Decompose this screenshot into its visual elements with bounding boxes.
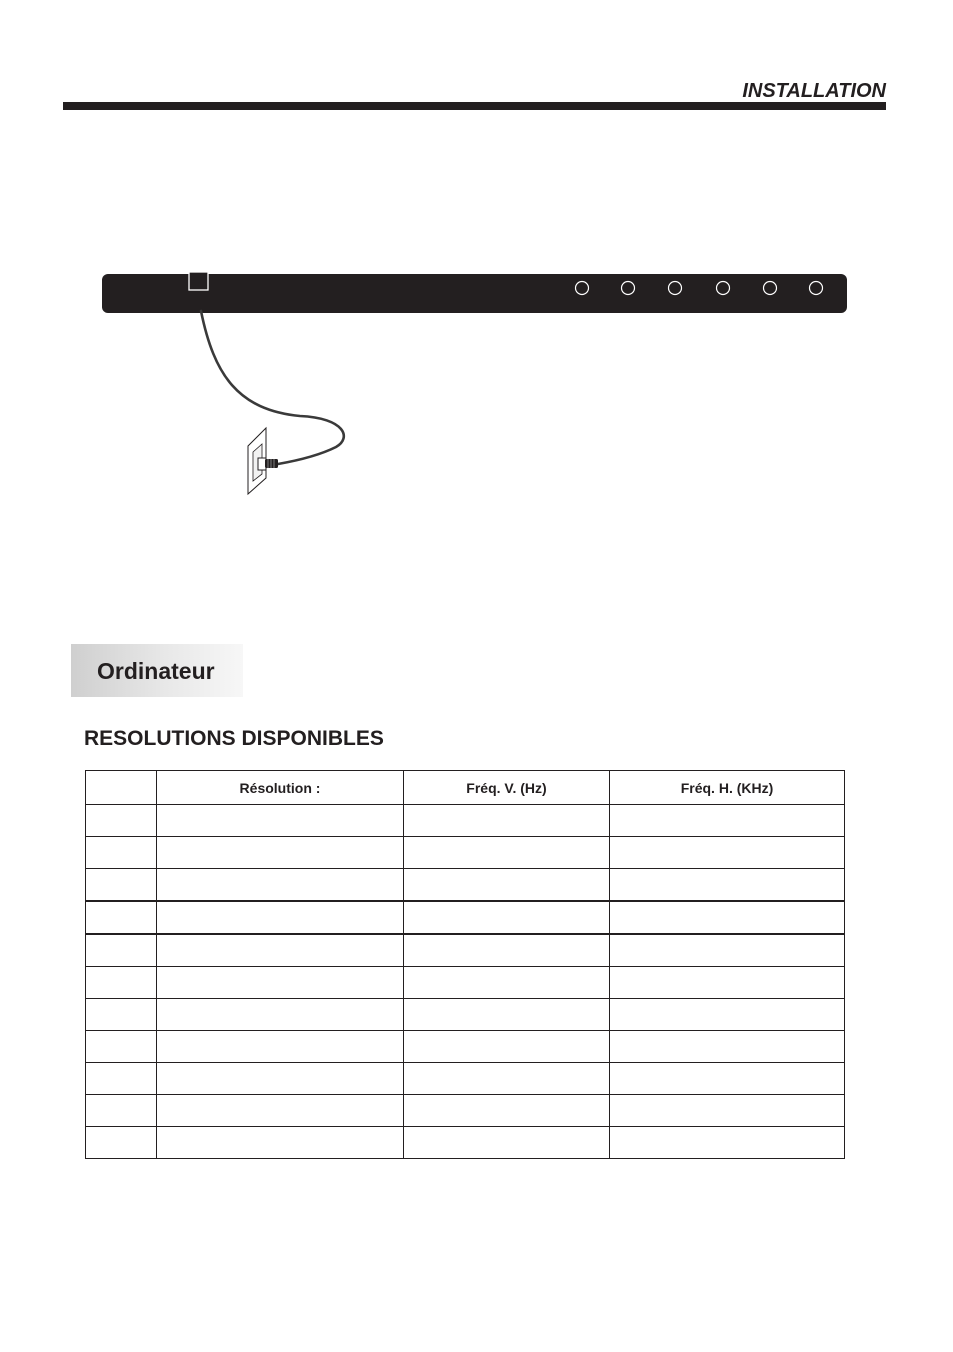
table-cell (404, 1063, 610, 1095)
table-row (86, 1095, 845, 1127)
power-cable (201, 311, 344, 464)
table-cell (610, 934, 845, 967)
table-cell (86, 1127, 157, 1159)
tv-rear-panel (102, 274, 847, 313)
table-cell (86, 1031, 157, 1063)
table-row (86, 934, 845, 967)
table-cell (157, 901, 404, 934)
table-cell (86, 1063, 157, 1095)
table-heading: RESOLUTIONS DISPONIBLES (84, 727, 384, 750)
table-cell (86, 934, 157, 967)
table-cell (86, 869, 157, 902)
table-cell (610, 901, 845, 934)
table-row (86, 901, 845, 934)
section-tab-label: Ordinateur (97, 658, 215, 684)
table-cell (157, 837, 404, 869)
table-cell (157, 1031, 404, 1063)
table-row (86, 1063, 845, 1095)
column-header-vfreq: Fréq. V. (Hz) (404, 771, 610, 805)
table-cell (157, 869, 404, 902)
power-input-port (189, 272, 208, 290)
table-cell (404, 1127, 610, 1159)
table-cell (610, 999, 845, 1031)
table-cell (86, 901, 157, 934)
table-cell (86, 837, 157, 869)
table-row (86, 805, 845, 837)
table-row (86, 1127, 845, 1159)
table-cell (86, 999, 157, 1031)
table-cell (610, 805, 845, 837)
table-cell (404, 934, 610, 967)
table-cell (157, 805, 404, 837)
table-cell (86, 805, 157, 837)
resolutions-table (85, 770, 845, 1159)
page-section-title: INSTALLATION (742, 80, 886, 102)
column-header-hfreq: Fréq. H. (KHz) (610, 771, 845, 805)
table-cell (610, 1063, 845, 1095)
table-cell (404, 1095, 610, 1127)
column-header-index (86, 771, 157, 805)
table-row (86, 869, 845, 902)
table-cell (404, 1031, 610, 1063)
table-cell (404, 805, 610, 837)
table-cell (157, 1127, 404, 1159)
table-cell (404, 967, 610, 999)
table-cell (404, 869, 610, 902)
table-cell (157, 934, 404, 967)
table-cell (157, 1095, 404, 1127)
table-cell (157, 1063, 404, 1095)
wall-outlet-icon (248, 428, 278, 494)
table-cell (86, 967, 157, 999)
section-tab (71, 644, 243, 697)
table-row (86, 1031, 845, 1063)
table-cell (610, 1127, 845, 1159)
table-cell (610, 967, 845, 999)
table-cell (610, 1031, 845, 1063)
table-row (86, 999, 845, 1031)
table-cell (610, 1095, 845, 1127)
table-cell (157, 999, 404, 1031)
table-cell (86, 1095, 157, 1127)
table-cell (610, 869, 845, 902)
table-cell (404, 999, 610, 1031)
column-header-resolution: Résolution : (157, 771, 404, 805)
table-cell (610, 837, 845, 869)
table-row (86, 967, 845, 999)
table-row (86, 837, 845, 869)
table-cell (404, 837, 610, 869)
table-cell (157, 967, 404, 999)
table-cell (404, 901, 610, 934)
connection-diagram (0, 0, 953, 520)
table-header-row (86, 771, 845, 805)
